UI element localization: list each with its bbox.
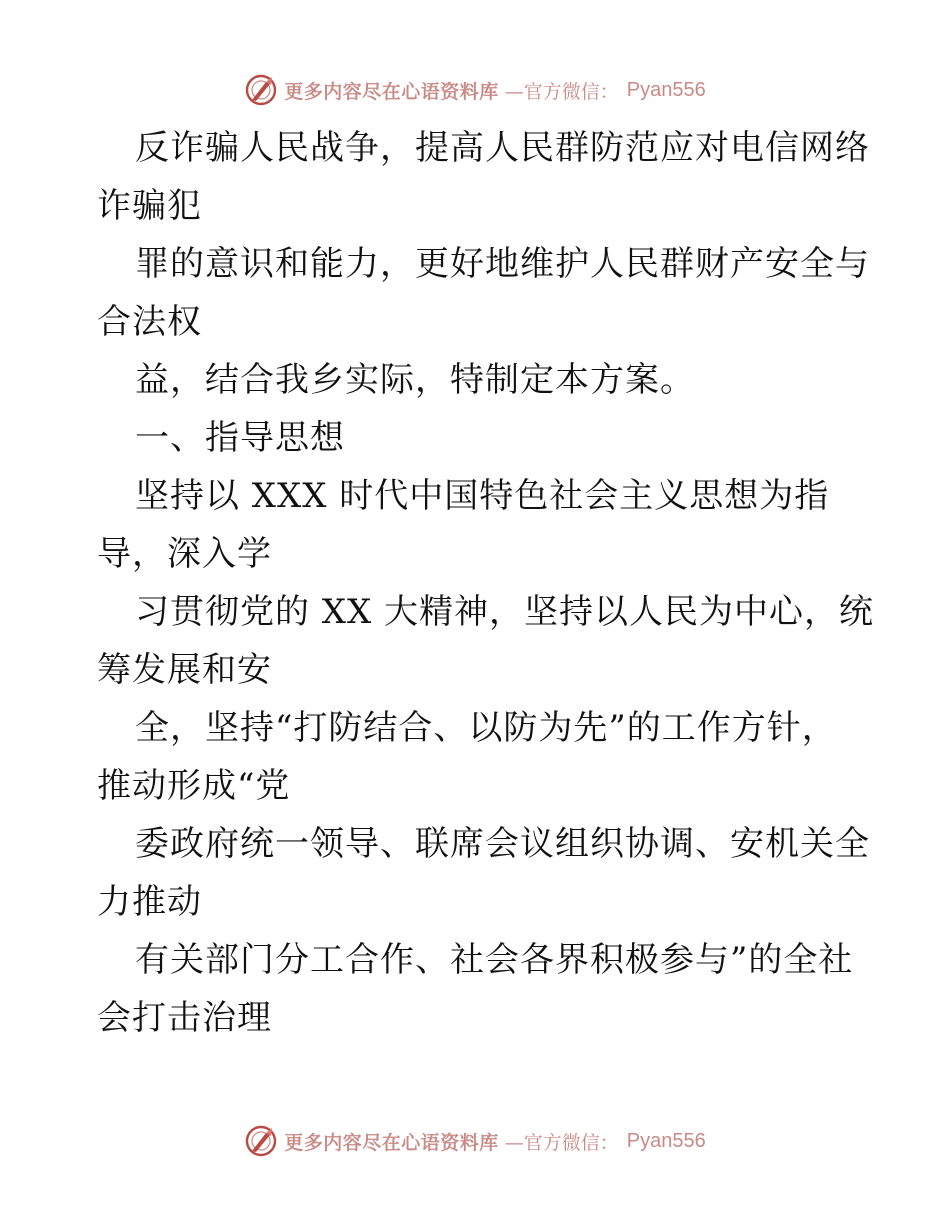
header-banner-wechat-label: —官方微信： <box>504 80 619 103</box>
header-banner-title: 更多内容尽在心语资料库 <box>284 80 499 103</box>
footer-banner <box>0 1121 950 1161</box>
footer-banner-title: 更多内容尽在心语资料库 <box>284 1131 499 1154</box>
body-line: 习贯彻党的 XX 大精神，坚持以人民为中心，统 <box>135 592 875 632</box>
body-line: 推动形成“党 <box>97 766 291 806</box>
body-line: 会打击治理 <box>97 998 272 1038</box>
body-line: 有关部门分工合作、社会各界积极参与”的全社 <box>135 940 854 980</box>
body-line: 力推动 <box>97 882 202 922</box>
footer-banner-wechat-id: Pyan556 <box>626 1129 706 1152</box>
header-banner <box>0 70 950 110</box>
header-banner-wechat-id: Pyan556 <box>626 78 706 101</box>
body-line: 益，结合我乡实际，特制定本方案。 <box>135 360 695 400</box>
body-line: 筹发展和安 <box>97 650 272 690</box>
body-line: 坚持以 XXX 时代中国特色社会主义思想为指 <box>135 476 830 516</box>
body-line: 罪的意识和能力，更好地维护人民群财产安全与 <box>135 244 870 284</box>
quill-pen-logo-icon <box>244 1124 278 1158</box>
body-line: 反诈骗人民战争，提高人民群防范应对电信网络 <box>135 128 870 168</box>
body-line: 合法权 <box>97 302 202 342</box>
section-heading: 一、指导思想 <box>135 418 345 458</box>
body-line: 全，坚持“打防结合、以防为先”的工作方针， <box>135 708 837 748</box>
quill-pen-logo-icon <box>244 73 278 107</box>
footer-banner-wechat-label: —官方微信： <box>504 1131 619 1154</box>
body-line: 委政府统一领导、联席会议组织协调、安机关全 <box>135 824 870 864</box>
body-line: 导，深入学 <box>97 534 272 574</box>
body-line: 诈骗犯 <box>97 186 202 226</box>
